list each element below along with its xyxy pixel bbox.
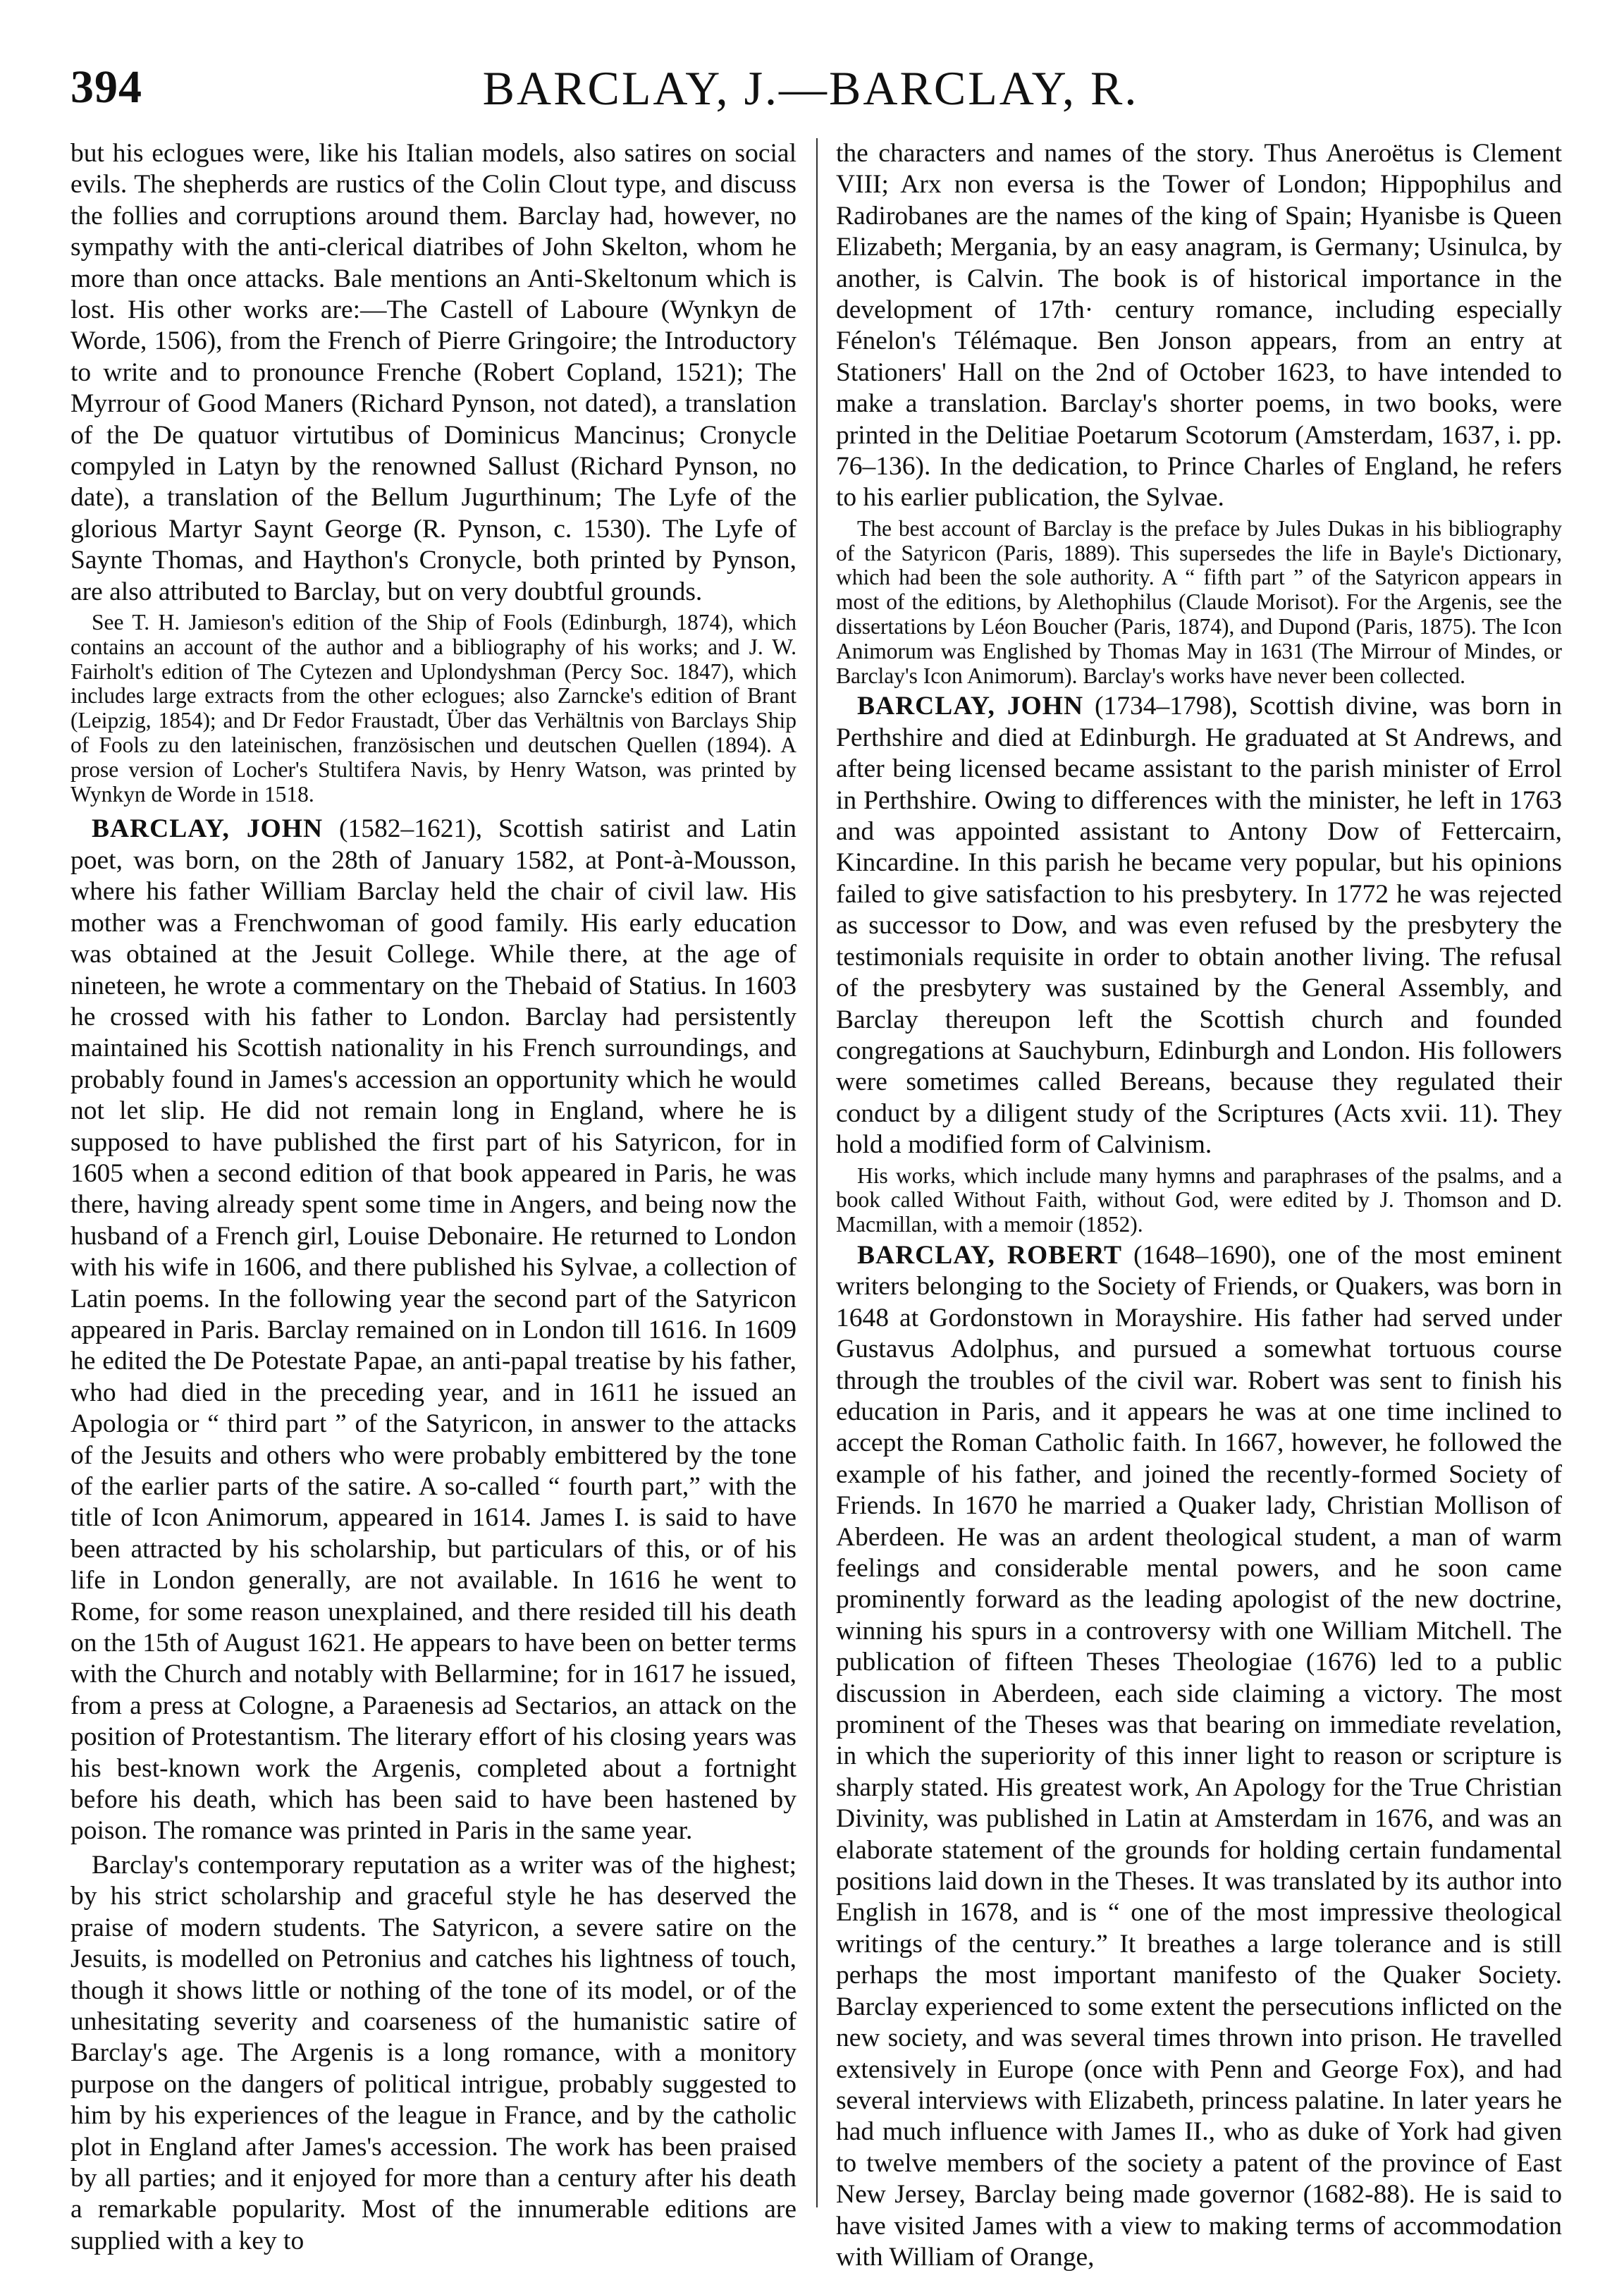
headword-john-barclay-1582: BARCLAY, JOHN [92, 814, 324, 844]
bibliography-note-bereans: His works, which include many hymns and paraphrases of the psalms, and a book called Without Faith, without God, were edited by J. Thomson and D. Macmillan, with a memoir (1852). [836, 1163, 1562, 1237]
headword-john-barclay-1734: BARCLAY, JOHN [857, 692, 1084, 721]
page-header [70, 61, 1551, 124]
entry-robert-barclay [836, 1240, 1562, 2273]
column-divider [816, 138, 818, 2207]
bibliography-note-ship-of-fools: See T. H. Jamieson's edition of the Ship of Fools (Edinburgh, 1874), which contains an account of the author and a bibliography of his works; and J. W. Fairholt's edition of The Cytezen and Uplondyshman (Percy Soc. 1847), which includes large extracts from the other eclogues; also Zarncke's edition of Brant (Leipzig, 1854); and Dr Fedor Fraustadt, Über das Verhältnis von Barclays Ship of Fools zu den lateinischen, französischen und deutschen Quellen (1894). A prose version of Locher's Stultifera Navis, by Henry Watson, was printed by Wynkyn de Worde in 1518. [70, 610, 796, 807]
entry-john-barclay-1734 [836, 691, 1562, 1160]
entry-body-john-barclay-1582: (1582–1621), Scottish satirist and Latin poet, was born, on the 28th of January 1582, at Pont-à-Mousson, where his father William Barclay held the chair of civil law. His mother was a Frenchwoman of good family. His early education was obtained at the Jesuit College. While there, at the age of nineteen, he wrote a commentary on the Thebaid of Statius. In 1603 he crossed with his father to London. Barclay had persistently maintained his Scottish nationality in his French surroundings, and probably found in James's accession an opportunity which he would not let slip. He did not remain long in England, where he is supposed to have published the first part of his Satyricon, for in 1605 when a second edition of that book appeared in Paris, he was there, having already spent some time in Angers, and being now the husband of a French girl, Louise Debonaire. He returned to London with his wife in 1606, and there published his Sylvae, a collection of Latin poems. In the following year the second part of the Satyricon appeared in Paris. Barclay remained on in London till 1616. In 1609 he edited the De Potestate Papae, an anti-papal treatise by his father, who had died in the preceding year, and in 1611 he issued an Apologia or “ third part ” of the Satyricon, in answer to the attacks of the Jesuits and others who were probably embittered by the tone of the earlier parts of the satire. A so-called “ fourth part,” with the title of Icon Animorum, appeared in 1614. James I. is said to have been attracted by his scholarship, but particulars of this, or of his life in London generally, are not available. In 1616 he went to Rome, for some reason unexplained, and there resided till his death on the 15th of August 1621. He appears to have been on better terms with the Church and notably with Bellarmine; for in 1617 he issued, from a press at Cologne, a Paraenesis ad Sectarios, an attack on the position of Protestantism. The literary effort of his closing years was his best-known work the Argenis, completed about a fortnight before his death, which has been said to have been hastened by poison. The romance was printed in Paris in the same year. [70, 814, 796, 1846]
page-number: 394 [70, 61, 142, 113]
running-title: BARCLAY, J.—BARCLAY, R. [482, 61, 1139, 115]
left-column [70, 138, 796, 2257]
reputation-paragraph: Barclay's contemporary reputation as a writer was of the highest; by his strict scholarship and graceful style he has deserved the praise of modern students. The Satyricon, a severe satire on the Jesuits, is modelled on Petronius and catches his lightness of touch, though it shows little or nothing of the tone of its model, or of the unhesitating severity and coarseness of the humanistic satire of Barclay's age. The Argenis is a long romance, with a monitory purpose on the dangers of political intrigue, probably suggested to him by his experiences of the league in France, and by the catholic plot in England after James's accession. The work has been praised by all parties; and it enjoyed for more than a century after his death a remarkable popularity. Most of the innumerable editions are supplied with a key to [70, 1850, 796, 2255]
headword-robert-barclay: BARCLAY, ROBERT [857, 1240, 1122, 1270]
right-column [836, 138, 1562, 2273]
entry-body-john-barclay-1734: (1734–1798), Scottish divine, was born in Perthshire and died at Edinburgh. He graduated at St Andrews, and after being licensed became assistant to the parish minister of Errol in Perthshire. Owing to differences with the minister, he left in 1763 and was appointed assistant to Antony Dow of Fettercairn, Kincardine. In this parish he became very popular, but his opinions failed to give satisfaction to his presbytery. In 1772 he was rejected as successor to Dow, and was even refused by the presbytery the testimonials requisite in order to obtain another living. The refusal of the presbytery was sustained by the General Assembly, and Barclay thereupon left the Scottish church and founded congregations at Sauchyburn, Edinburgh and London. His followers were sometimes called Bereans, because they regulated their conduct by a diligent study of the Scriptures (Acts xvii. 11). They hold a modified form of Calvinism. [836, 692, 1562, 1160]
bibliography-note-satyricon: The best account of Barclay is the preface by Jules Dukas in his bibliography of the Satyricon (Paris, 1889). This supersedes the life in Bayle's Dictionary, which had been the sole authority. A “ fifth part ” of the Satyricon appears in most of the editions, by Alethophilus (Claude Morisot). For the Argenis, see the dissertations by Léon Boucher (Paris, 1874), and Dupond (Paris, 1875). The Icon Animorum was Englished by Thomas May in 1631 (The Mirrour of Mindes, or Barclay's Icon Animorum). Barclay's works have never been collected. [836, 515, 1562, 688]
argenis-key-paragraph: the characters and names of the story. Thus Aneroëtus is Clement VIII; Arx non eversa is the Tower of London; Hippophilus and Radirobanes are the names of the king of Spain; Hyanisbe is Queen Elizabeth; Mergania, by an easy anagram, is Germany; Usinulca, by another, is Calvin. The book is of historical importance in the development of 17th· century romance, including especially Fénelon's Télémaque. Ben Jonson appears, from an entry at Stationers' Hall on the 2nd of October 1623, to have intended to make a translation. Barclay's shorter poems, in two books, were printed in the Delitiae Poetarum Scotorum (Amsterdam, 1637, i. pp. 76–136). In the dedication, to Prince Charles of England, he refers to his earlier publication, the Sylvae. [836, 139, 1562, 513]
entry-john-barclay-1582 [70, 814, 796, 1846]
entry-body-robert-barclay: (1648–1690), one of the most eminent writers belonging to the Society of Friends, or Quakers, was born in 1648 at Gordonstown in Morayshire. His father had served under Gustavus Adolphus, and pursued a somewhat tortuous course through the troubles of the civil war. Robert was sent to finish his education in Paris, and it appears he was at one time inclined to accept the Roman Catholic faith. In 1667, however, he followed the example of his father, and joined the recently-formed Society of Friends. In 1670 he married a Quaker lady, Christian Mollison of Aberdeen. He was an ardent theological student, a man of warm feelings and considerable mental powers, and he soon came prominently forward as the leading apologist of the new doctrine, winning his spurs in a controversy with one William Mitchell. The publication of fifteen Theses Theologiae (1676) led to a public discussion in Aberdeen, each side claiming a victory. The most prominent of the Theses was that bearing on immediate revelation, in which the superiority of this inner light to reason or scripture is sharply stated. His greatest work, An Apology for the True Christian Divinity, was published in Latin at Amsterdam in 1676, and was an elaborate statement of the grounds for holding certain fundamental positions laid down in the Theses. It was translated by its author into English in 1678, and is “ one of the most impressive theological writings of the century.” It breathes a large tolerance and is still perhaps the most important manifesto of the Quaker Society. Barclay experienced to some extent the persecutions inflicted on the new society, and was several times thrown into prison. He travelled extensively in Europe (once with Penn and George Fox), and had several interviews with Elizabeth, princess palatine. In later years he had much influence with James II., who as duke of York had given to twelve members of the society a patent of the province of East New Jersey, Barclay being made governor (1682-88). He is said to have visited James with a view to making terms of accommodation with William of Orange, [836, 1240, 1562, 2272]
skelton-paragraph: but his eclogues were, like his Italian models, also satires on social evils. The shepherds are rustics of the Colin Clout type, and discuss the follies and corruptions around them. Barclay had, however, no sympathy with the anti-clerical diatribes of John Skelton, whom he more than once attacks. Bale mentions an Anti-Skeltonum which is lost. His other works are:—The Castell of Laboure (Wynkyn de Worde, 1506), from the French of Pierre Gringoire; the Introductory to write and to pronounce Frenche (Robert Copland, 1521); The Myrrour of Good Maners (Richard Pynson, not dated), a translation of the De quatuor virtutibus of Dominicus Mancinus; Cronycle compyled in Latyn by the renowned Sallust (Richard Pynson, no date), a translation of the Bellum Jugurthinum; The Lyfe of the glorious Martyr Saynt George (R. Pynson, c. 1530). The Lyfe of Saynte Thomas, and Haython's Cronycle, both printed by Pynson, are also attributed to Barclay, but on very doubtful grounds. [70, 139, 796, 606]
